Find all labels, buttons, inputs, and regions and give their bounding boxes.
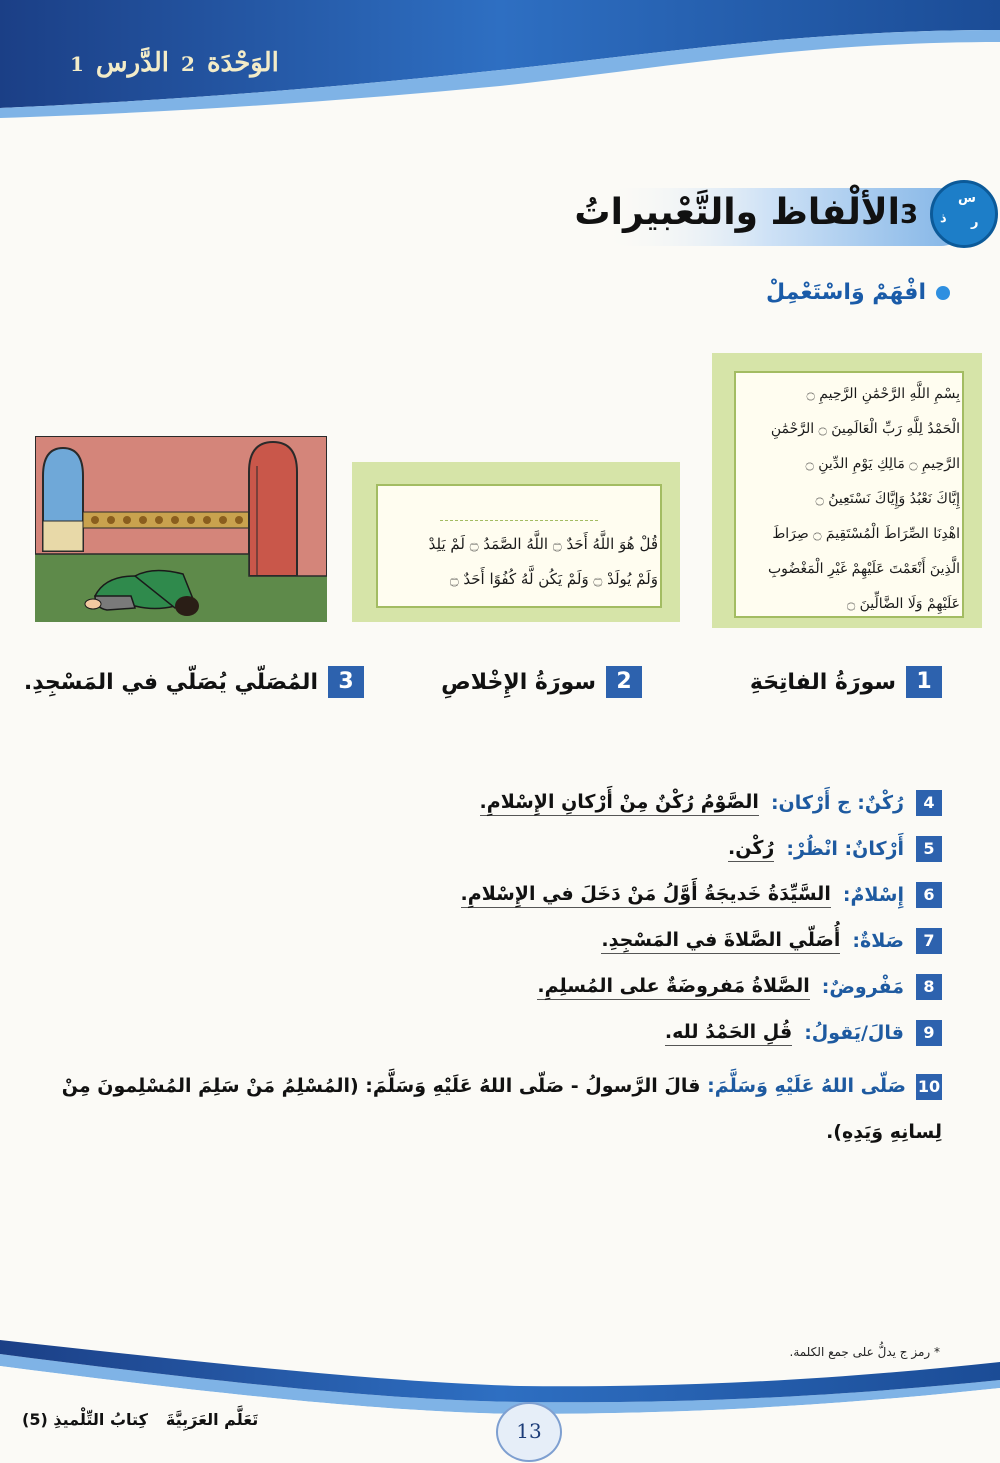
vocab-term: أَرْكانٌ: انْظُرْ:	[786, 838, 904, 860]
caption-text: المُصَلّي يُصَلّي في المَسْجِدِ.	[23, 669, 318, 695]
ikhlas-text-box	[376, 484, 662, 608]
fatiha-line: إِيَّاكَ نَعْبُدُ وَإِيَّاكَ نَسْتَعِينُ ۝	[815, 491, 960, 507]
ikhlas-line: قُلْ هُوَ اللَّهُ أَحَدٌ ۝ اللَّهُ الصَّمَدُ ۝ لَمْ يَلِدْ	[428, 535, 658, 553]
vocab-number: 10	[916, 1074, 942, 1100]
vocab-example: رُكْن.	[728, 837, 774, 862]
subheading	[766, 280, 950, 305]
vocab-item	[461, 882, 942, 908]
caption-number: 2	[606, 666, 642, 698]
vocab-number: 7	[916, 928, 942, 954]
caption-prayer	[24, 666, 364, 698]
vocab-term: رُكْنٌ: ج أَرْكان:	[770, 792, 904, 814]
unit-number: 2	[181, 52, 195, 76]
vocab-number: 4	[916, 790, 942, 816]
vocab-item	[601, 928, 942, 954]
caption-number: 1	[906, 666, 942, 698]
footnote: * رمز ج يدلُّ على جمع الكلمة.	[789, 1345, 940, 1359]
vocab-example: السَّيِّدَةُ خَديجَةُ أَوَّلُ مَنْ دَخَلَ في الإِسْلامِ.	[461, 883, 831, 908]
caption-text: سورَةُ الإِخْلاصِ	[441, 669, 596, 695]
page-number: 13	[496, 1402, 562, 1462]
section-title: الألْفاظ والتَّعْبيراتُ	[574, 192, 900, 233]
unit-lesson-header	[70, 48, 279, 78]
ikhlas-line: وَلَمْ يُولَدْ ۝ وَلَمْ يَكُن لَّهُ كُفُوًا أَحَدٌ ۝	[449, 570, 658, 588]
fatiha-line: الَّذِينَ أَنْعَمْتَ عَلَيْهِمْ غَيْرِ الْمَغْضُوبِ	[767, 561, 960, 577]
praying-man-illustration	[35, 436, 327, 622]
vocab-item	[537, 974, 942, 1000]
lesson-label: الدَّرس	[95, 48, 170, 78]
caption-number: 3	[328, 666, 364, 698]
vocab-item	[728, 836, 942, 862]
subheading-text: افْهَمْ وَاسْتَعْمِلْ	[765, 280, 926, 305]
vocab-item	[56, 1063, 942, 1155]
fatiha-line: الْحَمْدُ لِلَّهِ رَبِّ الْعَالَمِينَ ۝ الرَّحْمَٰنِ	[770, 421, 960, 437]
section-number: 3	[899, 200, 919, 230]
vocab-number: 8	[916, 974, 942, 1000]
caption-text: سورَةُ الفاتِحَةِ	[749, 669, 896, 695]
vocab-example: الصَّوْمُ رُكْنٌ مِنْ أَرْكانِ الإِسْلامِ.	[480, 791, 759, 816]
vocab-term: إِسْلامٌ:	[842, 884, 904, 906]
vocab-term: صَلاةٌ:	[852, 930, 904, 952]
book-title-text: كِتابُ التِّلْميذِ (5)	[22, 1410, 148, 1429]
fatiha-line: بِسْمِ اللَّهِ الرَّحْمَٰنِ الرَّحِيمِ ۝	[806, 386, 960, 402]
vocab-item	[665, 1020, 942, 1046]
fatiha-frame	[712, 353, 982, 628]
vocab-item	[480, 790, 942, 816]
vocab-term: قالَ/يَقولُ:	[804, 1022, 904, 1044]
fatiha-line: الرَّحِيمِ ۝ مَالِكِ يَوْمِ الدِّينِ ۝	[805, 456, 960, 472]
fatiha-line: عَلَيْهِمْ وَلَا الضَّالِّينَ ۝	[847, 596, 960, 612]
bullet-icon	[936, 286, 950, 300]
vocab-example: أُصَلّي الصَّلاةَ في المَسْجِدِ.	[601, 929, 840, 954]
book-title	[22, 1410, 258, 1429]
fatiha-line: اهْدِنَا الصِّرَاطَ الْمُسْتَقِيمَ ۝ صِرَاطَ	[772, 526, 960, 542]
vocab-example: قُلِ الحَمْدُ لله.	[665, 1021, 792, 1046]
fatiha-text-box	[734, 371, 964, 618]
book-series: تَعَلَّم العَرَبِيَّةَ	[165, 1410, 259, 1429]
vocab-example: الصَّلاةُ مَفروضَةٌ على المُسلِمِ.	[537, 975, 809, 1000]
vocab-term: صَلّى اللهُ عَلَيْهِ وَسَلَّمَ:	[707, 1075, 906, 1097]
lesson-number: 1	[70, 52, 84, 76]
letters-icon: س ذ ر	[930, 180, 998, 248]
vocab-number: 5	[916, 836, 942, 862]
caption-ikhlas	[441, 666, 642, 698]
vocab-term: مَفْروضٌ:	[821, 976, 904, 998]
basmala-ornament	[440, 490, 598, 521]
vocab-example: قالَ الرَّسولُ - صَلّى اللهُ عَلَيْهِ وَسَلَّمَ: (المُسْلِمُ مَنْ سَلِمَ المُسْلِمونَ مِنْ لِسانِهِ وَيَدِهِ).	[61, 1075, 942, 1143]
unit-label: الوَحْدَة	[206, 48, 279, 78]
vocab-number: 9	[916, 1020, 942, 1046]
ikhlas-frame	[352, 462, 680, 622]
caption-fatiha	[750, 666, 942, 698]
vocab-number: 6	[916, 882, 942, 908]
